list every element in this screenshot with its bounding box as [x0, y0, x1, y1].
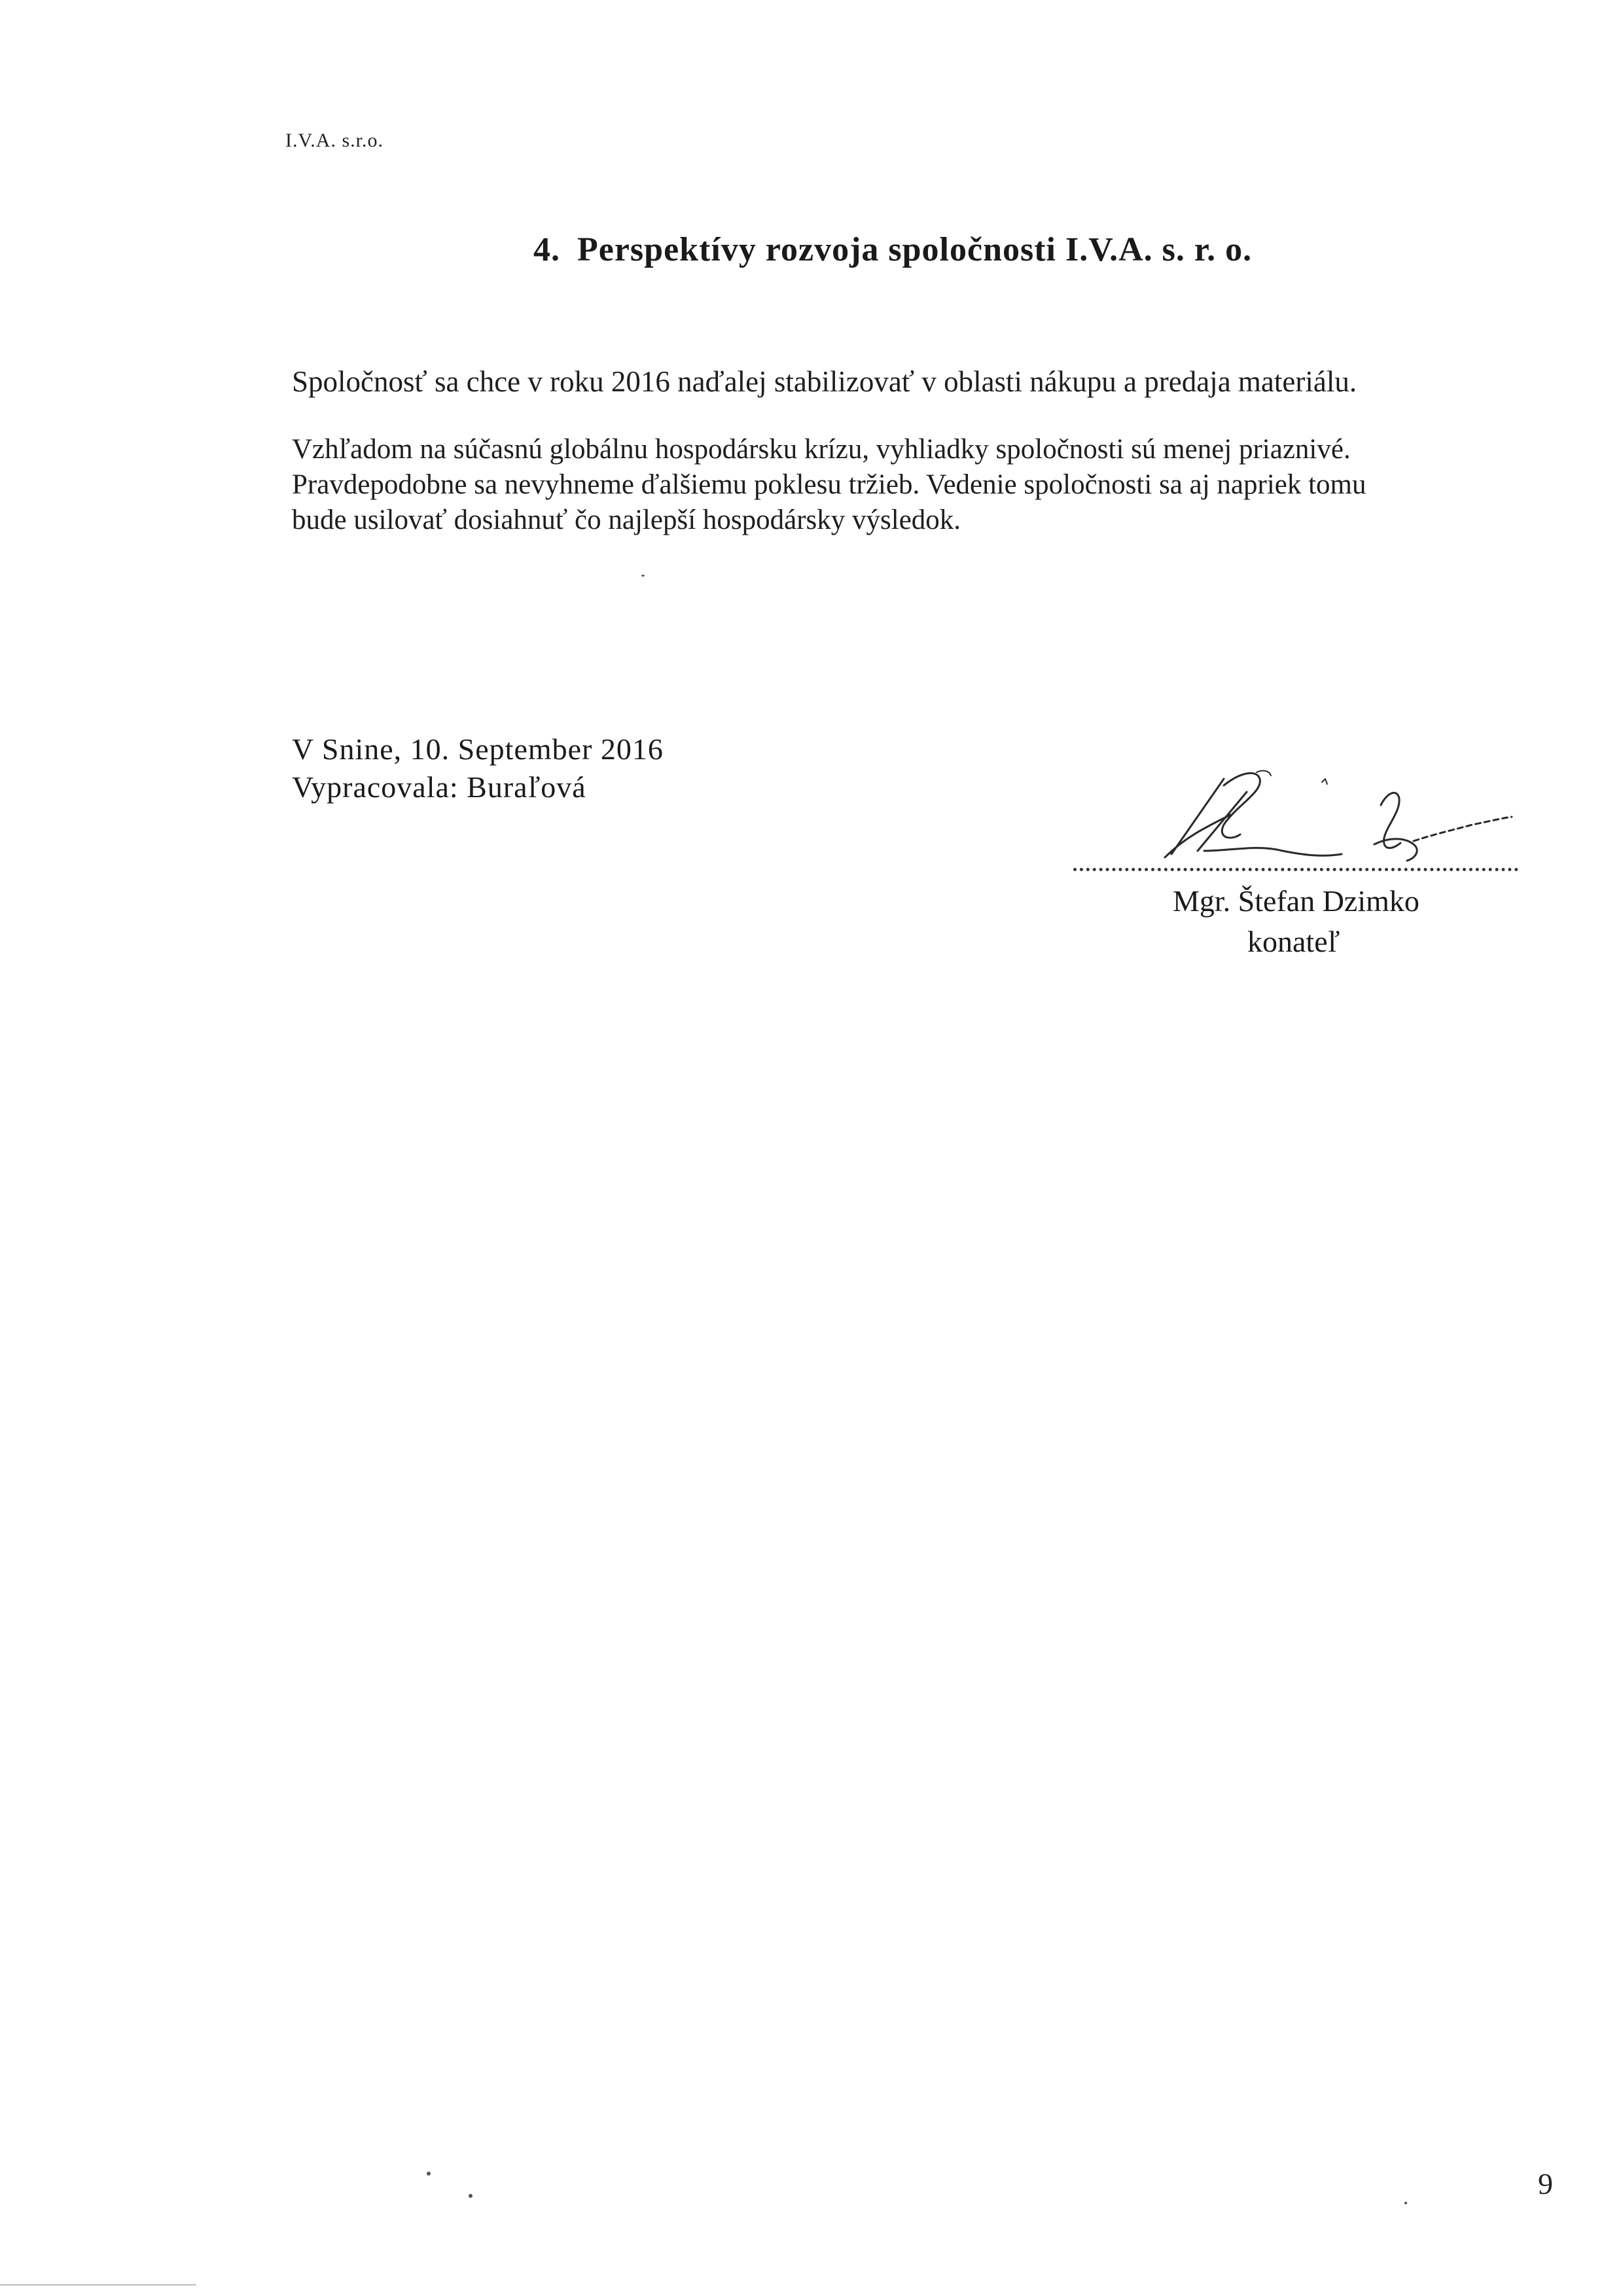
header-company-name: I.V.A. s.r.o.: [285, 130, 383, 151]
page-number: 9: [1538, 2167, 1553, 2200]
body-paragraph-2: [292, 432, 1489, 538]
place-date-block: [292, 730, 664, 806]
signature-block: [1073, 753, 1525, 975]
scan-edge-line: [0, 2284, 196, 2286]
section-heading: [533, 230, 1252, 269]
paragraph-line: Pravdepodobne sa nevyhneme ďalšiemu poklesu tržieb. Vedenie spoločnosti sa aj napriek tomu: [292, 469, 1366, 500]
prepared-by: Vypracovala: Buraľová: [292, 770, 586, 804]
scan-speck: [1404, 2202, 1407, 2204]
section-number: 4.: [533, 231, 560, 268]
scan-speck: [469, 2194, 473, 2198]
scan-speck: [641, 575, 645, 577]
scan-speck: [427, 2172, 431, 2176]
paragraph-line: bude usilovať dosiahnuť čo najlepší hospodársky výsledok.: [292, 505, 961, 535]
signature-line: [1073, 868, 1518, 871]
body-paragraph-1: Spoločnosť sa chce v roku 2016 naďalej stabilizovať v oblasti nákupu a predaja materiálu.: [292, 365, 1357, 398]
paragraph-line: Vzhľadom na súčasnú globálnu hospodársku krízu, vyhliadky spoločnosti sú menej priaznivé.: [292, 434, 1351, 465]
section-title: Perspektívy rozvoja spoločnosti I.V.A. s. r. o.: [577, 231, 1253, 268]
handwritten-signature: [1126, 753, 1518, 870]
place-date: V Snine, 10. September 2016: [292, 732, 664, 766]
signer-name: Mgr. Štefan Dzimko: [1173, 884, 1419, 918]
signer-role: konateľ: [1247, 925, 1340, 958]
